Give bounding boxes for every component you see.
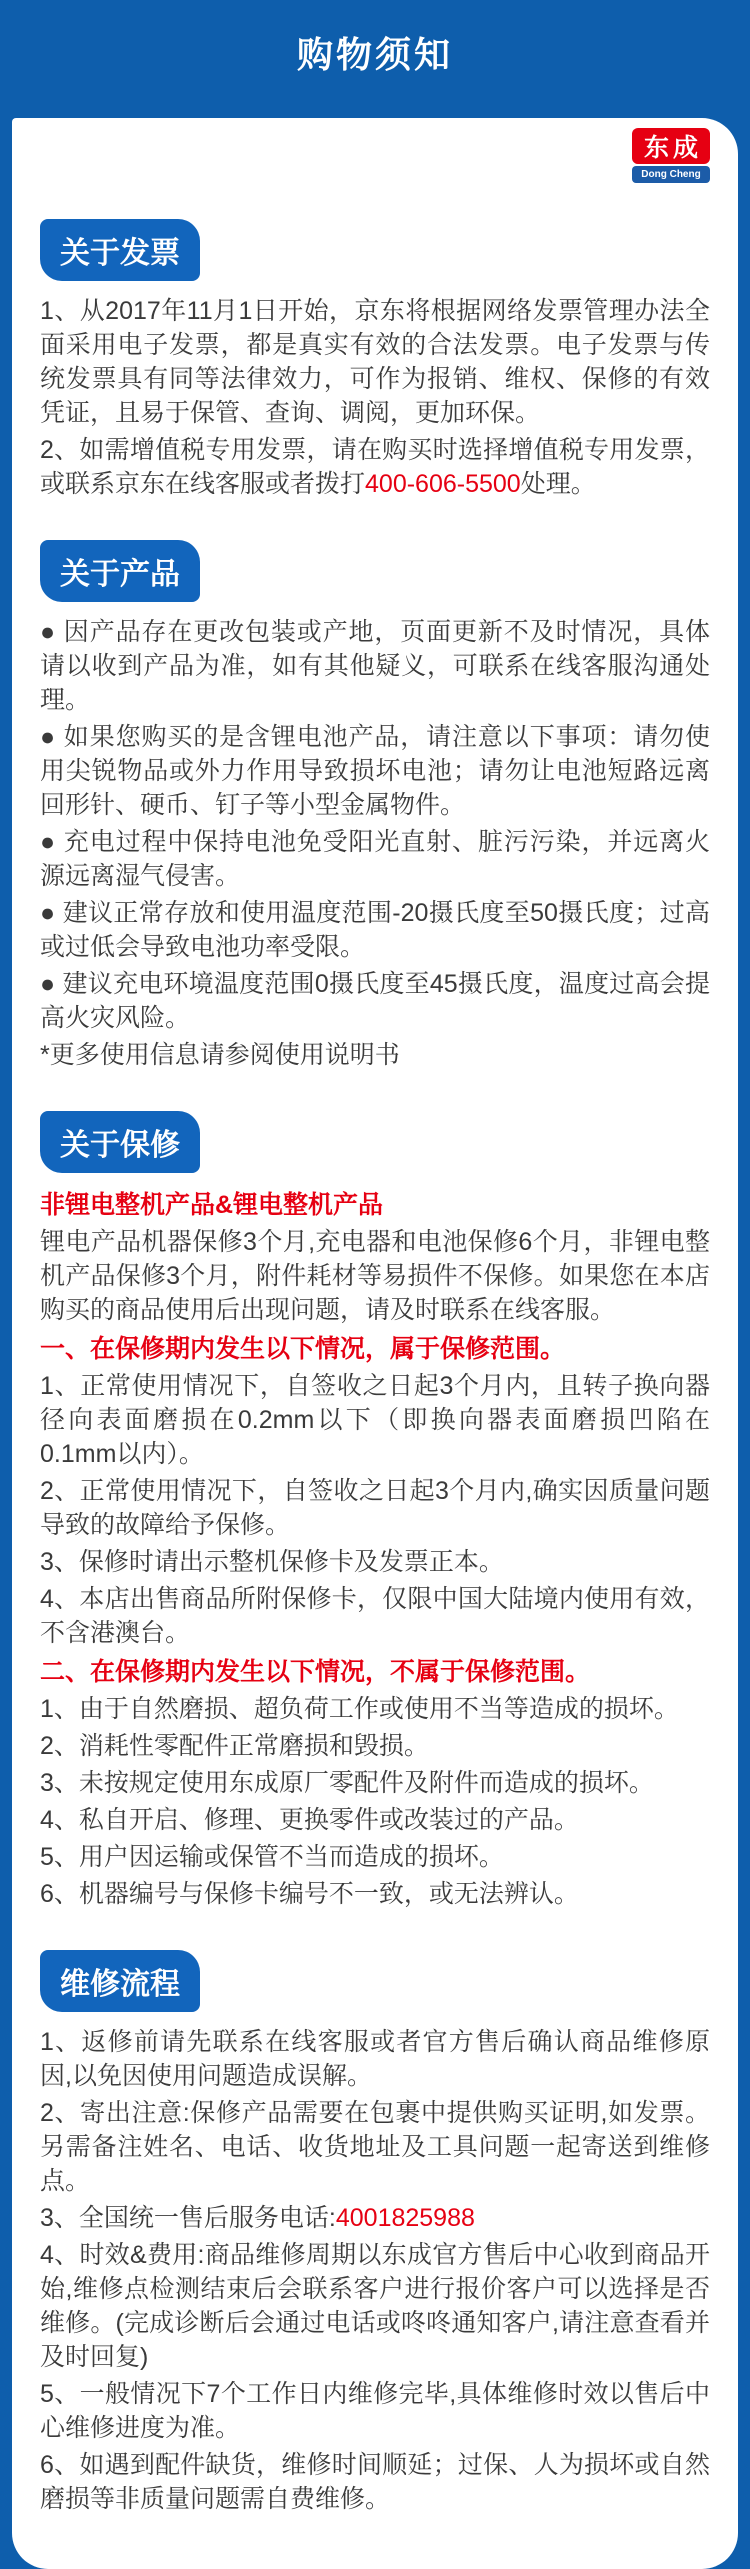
notice-paragraph: [40, 1474, 710, 1542]
notice-paragraph: [40, 2096, 710, 2198]
bullet-paragraph: [40, 825, 710, 893]
section-tab-product: 关于产品: [40, 540, 200, 602]
paragraph-text: 1、返修前请先联系在线客服或者官方售后确认商品维修原因,以免因使用问题造成误解。: [40, 2028, 710, 2090]
section-invoice: [40, 183, 710, 501]
dongcheng-logo-cn: 东成: [632, 128, 710, 164]
warranty-covered-heading: 一、在保修期内发生以下情况，属于保修范围。: [40, 1335, 566, 1363]
manual-note: [40, 1038, 710, 1072]
paragraph-text: 6、机器编号与保修卡编号不一致，或无法辨认。: [40, 1880, 579, 1908]
notice-paragraph: [40, 1803, 710, 1837]
notice-paragraph: [40, 2201, 710, 2235]
phone-number: 400-606-5500: [365, 470, 521, 498]
paragraph-text: 4、私自开启、修理、更换零件或改装过的产品。: [40, 1806, 579, 1834]
service-hotline-number: 4001825988: [335, 2204, 475, 2232]
paragraph-text: 1、正常使用情况下，自签收之日起3个月内，且转子换向器径向表面磨损在0.2mm以下（即换向器表面磨损凹陷在0.1mm以内）。: [40, 1372, 710, 1468]
paragraph-text: 3、保修时请出示整机保修卡及发票正本。: [40, 1548, 504, 1576]
paragraph-text: ● 建议正常存放和使用温度范围-20摄氏度至50摄氏度；过高或过低会导致电池功率受限。: [40, 899, 710, 961]
notice-paragraph: [40, 1369, 710, 1471]
section-warranty: [40, 1075, 710, 1911]
notice-paragraph: [40, 1225, 710, 1327]
bullet-paragraph: [40, 967, 710, 1035]
paragraph-text: 2、正常使用情况下，自签收之日起3个月内,确实因质量问题导致的故障给予保修。: [40, 1477, 710, 1539]
warranty-heading: 非锂电整机产品&锂电整机产品: [40, 1191, 384, 1219]
notice-paragraph: [40, 2025, 710, 2093]
section-product: [40, 504, 710, 1072]
notice-paragraph: [40, 1766, 710, 1800]
paragraph-text: 5、用户因运输或保管不当而造成的损坏。: [40, 1843, 504, 1871]
paragraph-text: 处理。: [520, 470, 596, 498]
warranty-excluded-heading: 二、在保修期内发生以下情况，不属于保修范围。: [40, 1658, 591, 1686]
notice-paragraph: [40, 2377, 710, 2445]
bullet-paragraph: [40, 896, 710, 964]
bullet-paragraph: [40, 720, 710, 822]
paragraph-text: 1、从2017年11月1日开始，京东将根据网络发票管理办法全面采用电子发票，都是真实有效的合法发票。电子发票与传统发票具有同等法律效力，可作为报销、维权、保修的有效凭证，且易于保管、查询、调阅，更加环保。: [40, 297, 710, 427]
notice-paragraph: [40, 433, 710, 501]
paragraph-text: 5、一般情况下7个工作日内维修完毕,具体维修时效以售后中心维修进度为准。: [40, 2380, 710, 2442]
paragraph-text: ● 充电过程中保持电池免受阳光直射、脏污污染，并远离火源远离湿气侵害。: [40, 828, 710, 890]
notice-paragraph: [40, 1582, 710, 1650]
logo-row: [40, 128, 710, 183]
paragraph-text: 3、未按规定使用东成原厂零配件及附件而造成的损坏。: [40, 1769, 654, 1797]
dongcheng-logo: [632, 128, 710, 183]
section-tab-warranty: 关于保修: [40, 1111, 200, 1173]
paragraph-text: ● 建议充电环境温度范围0摄氏度至45摄氏度，温度过高会提高火灾风险。: [40, 970, 710, 1032]
paragraph-text: 3、全国统一售后服务电话:: [40, 2204, 336, 2232]
notice-paragraph: [40, 2238, 710, 2374]
paragraph-text: 2、寄出注意:保修产品需要在包裹中提供购买证明,如发票。另需备注姓名、电话、收货地址及工具问题一起寄送到维修点。: [40, 2099, 710, 2195]
section-repair-process: [40, 1914, 710, 2516]
paragraph-text: 4、时效&费用:商品维修周期以东成官方售后中心收到商品开始,维修点检测结束后会联系客户进行报价客户可以选择是否维修。(完成诊断后会通过电话或咚咚通知客户,请注意查看并及时回复): [40, 2241, 710, 2371]
paragraph-text: 1、由于自然磨损、超负荷工作或使用不当等造成的损坏。: [40, 1695, 679, 1723]
paragraph-text: ● 因产品存在更改包装或产地，页面更新不及时情况，具体请以收到产品为准，如有其他疑义，可联系在线客服沟通处理。: [40, 618, 710, 714]
page-header: [0, 0, 750, 118]
dongcheng-logo-en: Dong Cheng: [632, 166, 710, 183]
paragraph-text: 2、消耗性零配件正常磨损和毁损。: [40, 1732, 429, 1760]
notice-paragraph: [40, 1692, 710, 1726]
content-card: [12, 118, 738, 2569]
paragraph-text: 锂电产品机器保修3个月,充电器和电池保修6个月，非锂电整机产品保修3个月，附件耗材等易损件不保修。如果您在本店购买的商品使用后出现问题，请及时联系在线客服。: [40, 1228, 710, 1324]
section-tab-repair: 维修流程: [40, 1950, 200, 2012]
notice-paragraph: [40, 1840, 710, 1874]
page-title: 购物须知: [296, 33, 453, 75]
paragraph-text: 2、如需增值税专用发票，请在购买时选择增值税专用发票，或联系京东在线客服或者拨打: [40, 436, 710, 498]
section-tab-invoice: 关于发票: [40, 219, 200, 281]
paragraph-text: *更多使用信息请参阅使用说明书: [40, 1041, 400, 1069]
notice-paragraph: [40, 294, 710, 430]
notice-paragraph: [40, 1729, 710, 1763]
notice-paragraph: [40, 1545, 710, 1579]
paragraph-text: 4、本店出售商品所附保修卡，仅限中国大陆境内使用有效，不含港澳台。: [40, 1585, 710, 1647]
bullet-paragraph: [40, 615, 710, 717]
notice-paragraph: [40, 2448, 710, 2516]
notice-paragraph: [40, 1877, 710, 1911]
paragraph-text: 6、如遇到配件缺货，维修时间顺延；过保、人为损坏或自然磨损等非质量问题需自费维修。: [40, 2451, 710, 2513]
paragraph-text: ● 如果您购买的是含锂电池产品，请注意以下事项：请勿使用尖锐物品或外力作用导致损坏电池；请勿让电池短路远离回形针、硬币、钉子等小型金属物件。: [40, 723, 710, 819]
